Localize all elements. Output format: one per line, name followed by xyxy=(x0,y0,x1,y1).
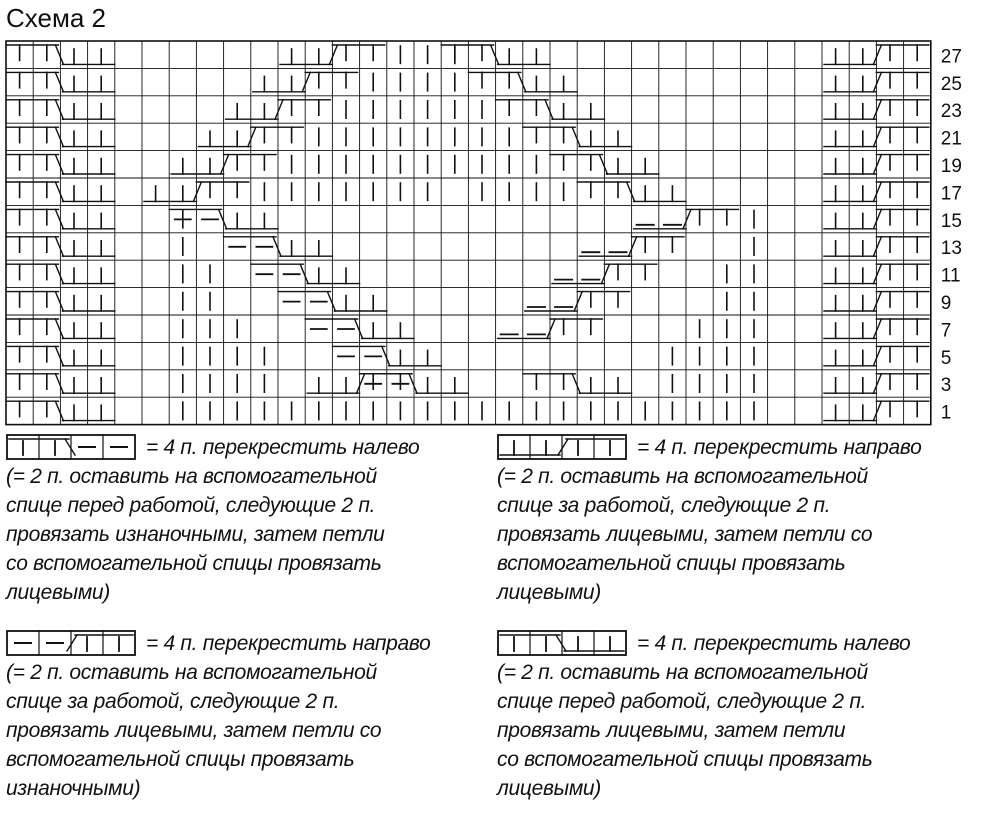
cable-diagonal xyxy=(221,155,229,174)
cable-diagonal xyxy=(248,127,256,146)
cable-diagonal xyxy=(873,237,881,256)
cable-diagonal xyxy=(55,374,63,393)
row-number: 1 xyxy=(940,402,952,424)
row-number: 9 xyxy=(940,293,952,314)
cable-diagonal xyxy=(873,100,881,119)
cable-diagonal xyxy=(873,127,881,146)
cable-diagonal xyxy=(275,100,283,119)
cable-diagonal xyxy=(409,374,417,393)
symbol-diagonal xyxy=(558,439,568,455)
symbol-diagonal xyxy=(556,635,566,651)
cable-diagonal xyxy=(518,72,526,91)
cross-left-knit-symbol xyxy=(497,630,629,656)
symbol-diagonal xyxy=(67,635,77,651)
cable-diagonal xyxy=(55,45,63,64)
cable-diagonal xyxy=(302,72,310,91)
cable-diagonal xyxy=(599,155,607,174)
cable-diagonal xyxy=(55,319,63,338)
row-number: 19 xyxy=(940,156,962,177)
cable-diagonal xyxy=(873,346,881,365)
cable-diagonal xyxy=(547,319,555,338)
cable-diagonal xyxy=(683,209,691,228)
cable-diagonal xyxy=(193,182,201,201)
cable-diagonal xyxy=(873,319,881,338)
cable-diagonal xyxy=(873,72,881,91)
legend-description: (= 2 п. оставить на вспомогательной спице перед работой, следующие 2 п. провязать изнаночными, затем петли со вспомогательной спицы провязать лицевыми) xyxy=(6,465,385,604)
cable-diagonal xyxy=(355,319,363,338)
legend-cross-right-purl xyxy=(6,628,496,803)
cable-diagonal xyxy=(873,155,881,174)
cable-diagonal xyxy=(873,401,881,420)
cable-diagonal xyxy=(55,346,63,365)
cable-diagonal xyxy=(55,209,63,228)
cable-diagonal xyxy=(55,292,63,311)
row-number: 3 xyxy=(940,375,952,397)
cable-diagonal xyxy=(545,100,553,119)
cable-diagonal xyxy=(572,127,580,146)
cable-diagonal xyxy=(55,155,63,174)
cable-diagonal xyxy=(572,374,580,393)
row-number: 11 xyxy=(940,265,961,287)
cable-diagonal xyxy=(357,374,365,393)
cable-diagonal xyxy=(55,237,63,256)
row-number: 5 xyxy=(940,347,952,369)
cable-diagonal xyxy=(55,401,63,420)
row-number: 23 xyxy=(940,101,962,123)
cable-diagonal xyxy=(55,72,63,91)
row-number: 17 xyxy=(940,183,962,205)
legend-description: (= 2 п. оставить на вспомогательной спице перед работой, следующие 2 п. провязать лицевыми, затем петли со вспомогательной спицы провязать лицевыми) xyxy=(497,661,873,800)
cable-diagonal xyxy=(873,292,881,311)
row-number: 13 xyxy=(940,238,962,260)
cable-diagonal xyxy=(273,237,281,256)
row-number: 15 xyxy=(940,210,962,232)
row-number: 7 xyxy=(940,320,952,342)
cable-diagonal xyxy=(574,292,582,311)
legend-heading: = 4 п. перекрестить налево xyxy=(146,435,420,459)
cable-diagonal xyxy=(873,209,881,228)
row-numbers xyxy=(941,46,962,423)
symbol-diagonal xyxy=(65,439,75,455)
row-number: 21 xyxy=(940,128,962,150)
legend-heading: = 4 п. перекрестить направо xyxy=(146,631,431,655)
cable-diagonal xyxy=(491,45,499,64)
cable-diagonal xyxy=(873,45,881,64)
cable-diagonal xyxy=(327,292,335,311)
chart-title: Схема 2 xyxy=(6,3,106,33)
legend-cross-left-knit xyxy=(497,628,987,803)
cable-diagonal xyxy=(873,264,881,283)
legend-description: (= 2 п. оставить на вспомогательной спице за работой, следующие 2 п. провязать лицевыми, затем петли со вспомогательной спицы провязать изнаночными) xyxy=(6,661,382,800)
cable-diagonal xyxy=(382,346,390,365)
cable-diagonal xyxy=(873,182,881,201)
cable-diagonal xyxy=(329,45,337,64)
cable-diagonal xyxy=(55,127,63,146)
cross-left-purl-symbol xyxy=(6,434,138,460)
legend-heading: = 4 п. перекрестить налево xyxy=(637,631,911,655)
cross-right-purl-symbol xyxy=(6,630,138,656)
cable-diagonal xyxy=(300,264,308,283)
cable-diagonal xyxy=(629,237,637,256)
cross-right-knit-symbol xyxy=(497,434,629,460)
cable-diagonal xyxy=(55,264,63,283)
chart-grid xyxy=(6,41,931,425)
row-number: 25 xyxy=(940,73,962,95)
cable-diagonal xyxy=(55,182,63,201)
cable-diagonal xyxy=(55,100,63,119)
legend-description: (= 2 п. оставить на вспомогательной спице за работой, следующие 2 п. провязать лицевыми, затем петли со вспомогательной спицы провязать лицевыми) xyxy=(497,465,873,604)
cable-diagonal xyxy=(601,264,609,283)
legend-cross-left-purl xyxy=(6,432,496,607)
legend-heading: = 4 п. перекрестить направо xyxy=(637,435,922,459)
cable-diagonal xyxy=(219,209,227,228)
cable-diagonal xyxy=(873,374,881,393)
legend-cross-right-knit xyxy=(497,432,987,607)
cable-diagonal xyxy=(627,182,635,201)
row-number: 27 xyxy=(940,46,962,68)
